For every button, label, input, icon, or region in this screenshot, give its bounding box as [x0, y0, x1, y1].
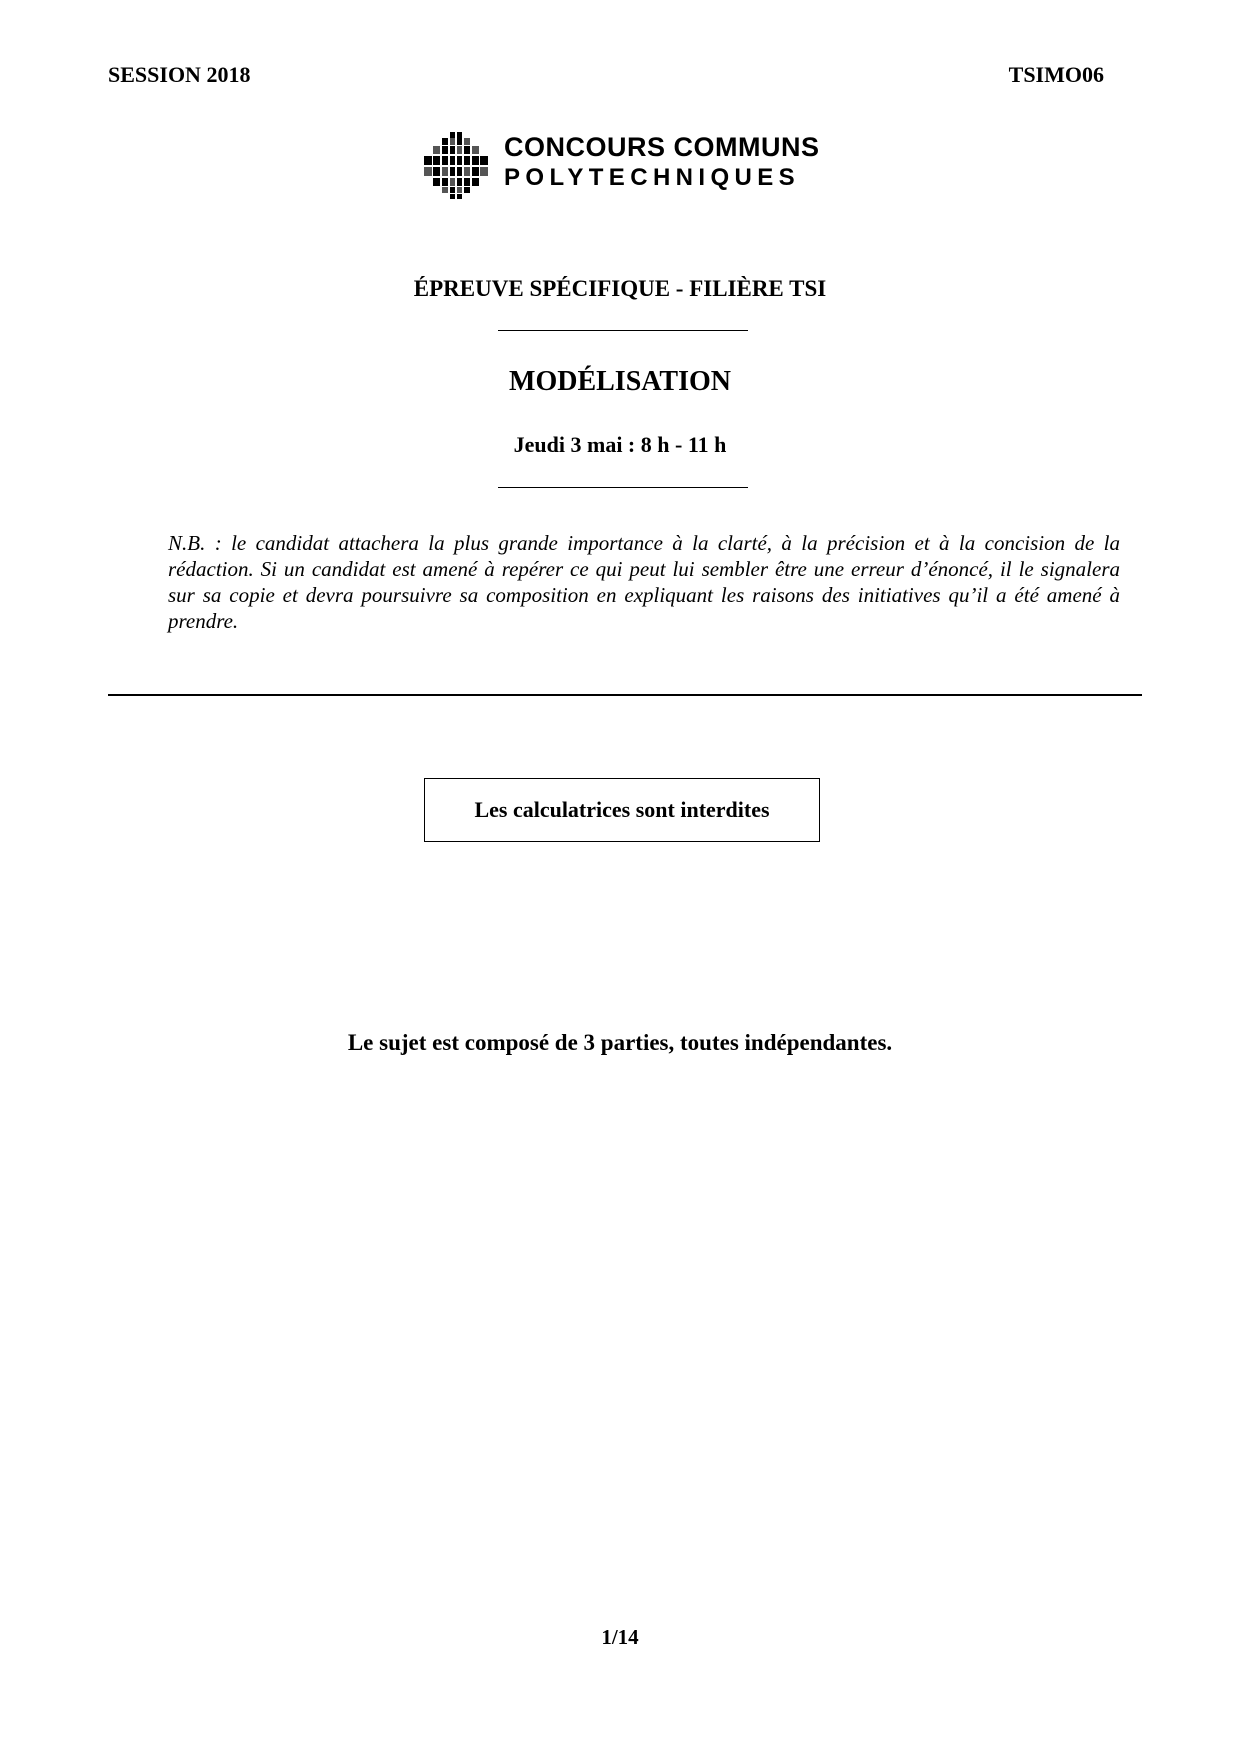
- subject-title: MODÉLISATION: [509, 366, 731, 397]
- page-number: 1/14: [601, 1625, 639, 1649]
- globe-grid-icon: [420, 130, 492, 200]
- candidate-note: N.B. : le candidat attachera la plus grande importance à la clarté, à la précision et à la concision de la rédaction. Si un candidat est amené à repérer ce qui peut lui sembler être une erreur d’énoncé, il le signalera sur sa copie et devra poursuivre sa composition en expliquant les raisons des initiatives qu’il a été amené à prendre.: [168, 531, 1120, 633]
- calculators-notice-box: [424, 778, 820, 842]
- parts-statement: Le sujet est composé de 3 parties, toutes indépendantes.: [347, 1030, 893, 1055]
- exam-track-title: ÉPREUVE SPÉCIFIQUE - FILIÈRE TSI: [413, 276, 827, 301]
- logo-text-line2: POLYTECHNIQUES: [504, 164, 801, 191]
- logo-text-line1: CONCOURS COMMUNS: [504, 132, 820, 162]
- schedule-divider: [498, 487, 748, 488]
- session-label: SESSION 2018: [108, 62, 251, 87]
- exam-schedule: Jeudi 3 mai : 8 h - 11 h: [513, 432, 727, 457]
- concours-logo: [420, 130, 840, 200]
- section-divider: [108, 694, 1142, 696]
- exam-code: TSIMO06: [1008, 62, 1104, 87]
- title-divider: [498, 330, 748, 331]
- calculators-notice: Les calculatrices sont interdites: [474, 797, 770, 822]
